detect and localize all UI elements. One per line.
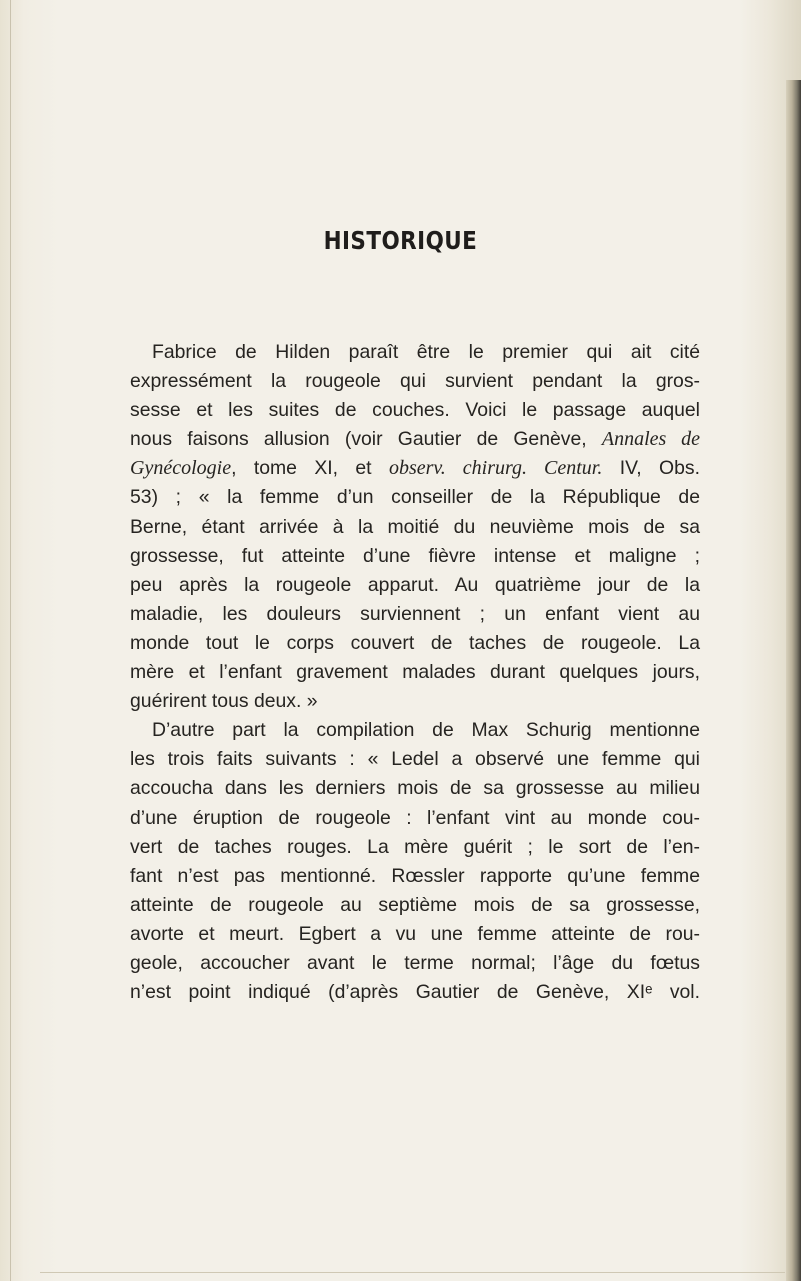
text-line: Fabrice de Hilden paraît être le premier qui ait cité (152, 341, 700, 363)
text-line: d’une éruption de rougeole : l’enfant vint au monde cou- (130, 806, 700, 829)
text-line: 53) ; « la femme d’un conseiller de la République de (130, 486, 700, 509)
text-line: guérirent tous deux. » (130, 690, 318, 713)
text-line (130, 454, 700, 483)
text-line: D’autre part la compilation de Max Schurig mentionne (152, 719, 700, 742)
text-line: n’est point indiqué (d’après Gautier de Genève, XIᵉ vol. (130, 981, 700, 1004)
text-segment: , tome XI, et (231, 457, 389, 480)
text-line: avorte et meurt. Egbert a vu une femme atteinte de rou- (130, 922, 700, 945)
section-heading: HISTORIQUE (323, 226, 478, 255)
left-margin-rule (10, 0, 11, 1281)
journal-title-italic: Gynécologie (130, 457, 232, 480)
journal-title-italic: Annales de (601, 428, 700, 451)
text-line: les trois faits suivants : « Ledel a observé une femme qui (130, 748, 700, 771)
text-line: sesse et les suites de couches. Voici le passage auquel (130, 399, 700, 422)
paragraph-2 (130, 716, 700, 1007)
work-title-italic: observ. chirurg. Centur. (388, 457, 603, 480)
right-page-edge (786, 80, 801, 1281)
text-line: mère et l’enfant gravement malades durant quelques jours, (130, 661, 700, 684)
text-line: monde tout le corps couvert de taches de rougeole. La (130, 631, 700, 654)
text-segment: IV, Obs. (602, 457, 700, 480)
text-line: Berne, étant arrivée à la moitié du neuvième mois de sa (130, 515, 700, 538)
text-line: peu après la rougeole apparut. Au quatrième jour de la (130, 573, 700, 596)
text-line: vert de taches rouges. La mère guérit ; le sort de l’en- (130, 835, 700, 858)
text-line: accoucha dans les derniers mois de sa grossesse au milieu (130, 777, 700, 800)
bottom-margin-rule (40, 1272, 785, 1273)
text-line (130, 425, 700, 454)
text-line: expressément la rougeole qui survient pendant la gros- (130, 370, 700, 393)
text-line: atteinte de rougeole au septième mois de sa grossesse, (130, 893, 700, 916)
text-segment: nous faisons allusion (voir Gautier de Genève, (130, 428, 602, 451)
body-text (130, 338, 700, 1007)
text-line: geole, accoucher avant le terme normal; l’âge du fœtus (130, 951, 700, 974)
text-line: grossesse, fut atteinte d’une fièvre intense et maligne ; (130, 544, 700, 567)
paragraph-1 (130, 338, 700, 716)
text-line: maladie, les douleurs surviennent ; un enfant vient au (130, 602, 700, 625)
text-line: fant n’est pas mentionné. Rœssler rapporte qu’une femme (130, 864, 700, 887)
